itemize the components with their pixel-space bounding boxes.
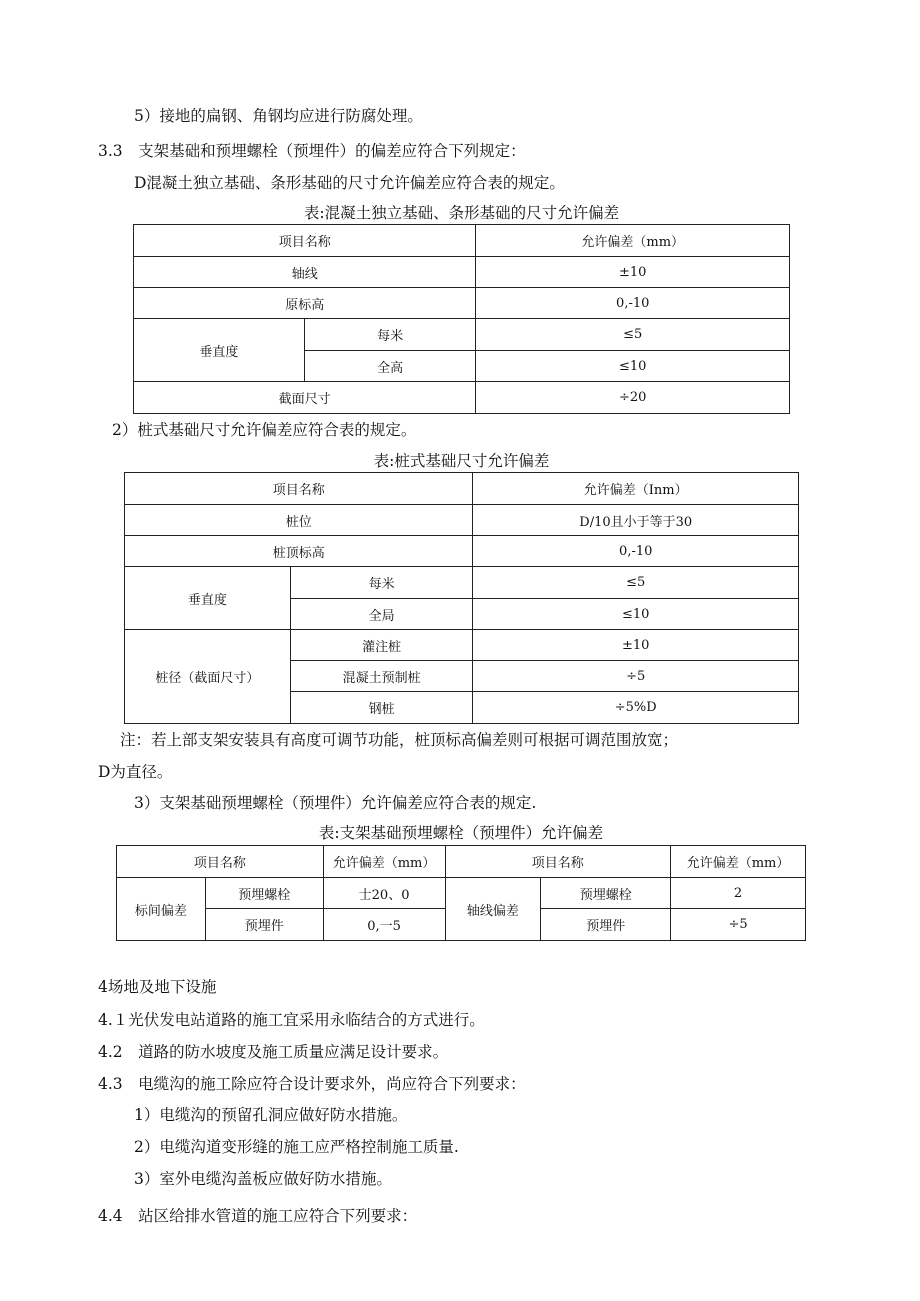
table3-header-item-right: 项目名称 [445, 846, 671, 878]
table2 [124, 472, 799, 724]
table-cell: 全局 [290, 599, 473, 630]
table-cell: D/10且小于等于30 [473, 505, 799, 536]
para-4-4: 4.4 站区给排水管道的施工应符合下列要求： [98, 1207, 418, 1225]
table2-header-item: 项目名称 [125, 473, 473, 505]
table-cell: 每米 [304, 319, 476, 351]
item-3-text: 3）支架基础预埋螺栓（预埋件）允许偏差应符合表的规定. [134, 794, 537, 812]
table-cell: 钢桩 [290, 692, 473, 724]
table1-header-item: 项目名称 [134, 225, 476, 257]
table-cell: 预埋件 [541, 909, 671, 941]
table-cell: 0,-10 [473, 536, 799, 567]
table1 [133, 224, 790, 414]
table-cell: ≤10 [473, 599, 799, 630]
table-cell: 垂直度 [134, 319, 305, 382]
table-cell: 灌注桩 [290, 630, 473, 661]
table-cell: 全高 [304, 351, 476, 382]
table3 [116, 845, 806, 941]
table-cell: ±10 [473, 630, 799, 661]
para-4-2: 4.2 道路的防水坡度及施工质量应满足设计要求。 [98, 1043, 449, 1061]
table-cell: 士20、0 [323, 878, 445, 909]
table-cell: 2 [671, 878, 806, 909]
table-row [125, 567, 799, 599]
table-row [134, 319, 790, 351]
table-cell: 原标高 [134, 288, 476, 319]
table-cell: 混凝土预制桩 [290, 661, 473, 692]
table-cell: ≤10 [476, 351, 790, 382]
table2-caption: 表:桩式基础尺寸允许偏差 [373, 452, 550, 470]
section-4-heading: 4场地及地下设施 [98, 978, 217, 996]
table-row [125, 473, 799, 505]
table3-header-value-right: 允许偏差（mm） [671, 846, 806, 878]
table-cell: 预埋螺栓 [205, 878, 323, 909]
table-row [125, 630, 799, 661]
table-cell: 桩顶标高 [125, 536, 473, 567]
para-4-3-2: 2）电缆沟道变形缝的施工应严格控制施工质量. [134, 1138, 459, 1156]
table-cell: 轴线偏差 [445, 878, 541, 941]
heading-3-3: 3.3 支架基础和预埋螺栓（预埋件）的偏差应符合下列规定： [98, 142, 526, 160]
table-cell: ÷5 [671, 909, 806, 941]
table-cell: 预埋件 [205, 909, 323, 941]
table-row [117, 846, 806, 878]
table2-header-value: 允许偏差（Inm） [473, 473, 799, 505]
table-cell: 桩位 [125, 505, 473, 536]
table3-header-value-left: 允许偏差（mm） [323, 846, 445, 878]
table-cell: 标间偏差 [117, 878, 206, 941]
item-2-text: 2）桩式基础尺寸允许偏差应符合表的规定。 [112, 421, 417, 439]
table-cell: 预埋螺栓 [541, 878, 671, 909]
table-cell: 0,-10 [476, 288, 790, 319]
table-row [134, 225, 790, 257]
para-4-1: 4.１光伏发电站道路的施工宜采用永临结合的方式进行。 [98, 1011, 485, 1029]
note-line-1: 注：若上部支架安装具有高度可调节功能，桩顶标高偏差则可根据可调范围放宽； [120, 731, 679, 749]
table-row [134, 382, 790, 414]
para-4-3-1: 1）电缆沟的预留孔洞应做好防水措施。 [134, 1106, 408, 1124]
table-cell: ≤5 [476, 319, 790, 351]
table-row [134, 288, 790, 319]
table-cell: ÷20 [476, 382, 790, 414]
table-cell: 每米 [290, 567, 473, 599]
table3-header-item-left: 项目名称 [117, 846, 324, 878]
table-cell: 桩径（截面尺寸） [125, 630, 291, 724]
table3-caption: 表:支架基础预埋螺栓（预埋件）允许偏差 [318, 824, 604, 842]
para-4-3: 4.3 电缆沟的施工除应符合设计要求外，尚应符合下列要求： [98, 1075, 526, 1093]
table-cell: ≤5 [473, 567, 799, 599]
item-1-text: D混凝土独立基础、条形基础的尺寸允许偏差应符合表的规定。 [134, 174, 565, 192]
note-line-2: D为直径。 [98, 763, 173, 781]
item-5-text: 5）接地的扁钢、角钢均应进行防腐处理。 [134, 107, 423, 125]
table-cell: 截面尺寸 [134, 382, 476, 414]
table-cell: ÷5%D [473, 692, 799, 724]
table1-caption: 表:混凝土独立基础、条形基础的尺寸允许偏差 [303, 204, 620, 222]
table-cell: 垂直度 [125, 567, 291, 630]
table-cell: ±10 [476, 257, 790, 288]
table-row [125, 505, 799, 536]
table-cell: ÷5 [473, 661, 799, 692]
table-row [125, 536, 799, 567]
table-cell: 轴线 [134, 257, 476, 288]
table1-header-value: 允许偏差（mm） [476, 225, 790, 257]
para-4-3-3: 3）室外电缆沟盖板应做好防水措施。 [134, 1170, 392, 1188]
table-row [117, 878, 806, 909]
table-cell: 0,一5 [323, 909, 445, 941]
table-row [134, 257, 790, 288]
